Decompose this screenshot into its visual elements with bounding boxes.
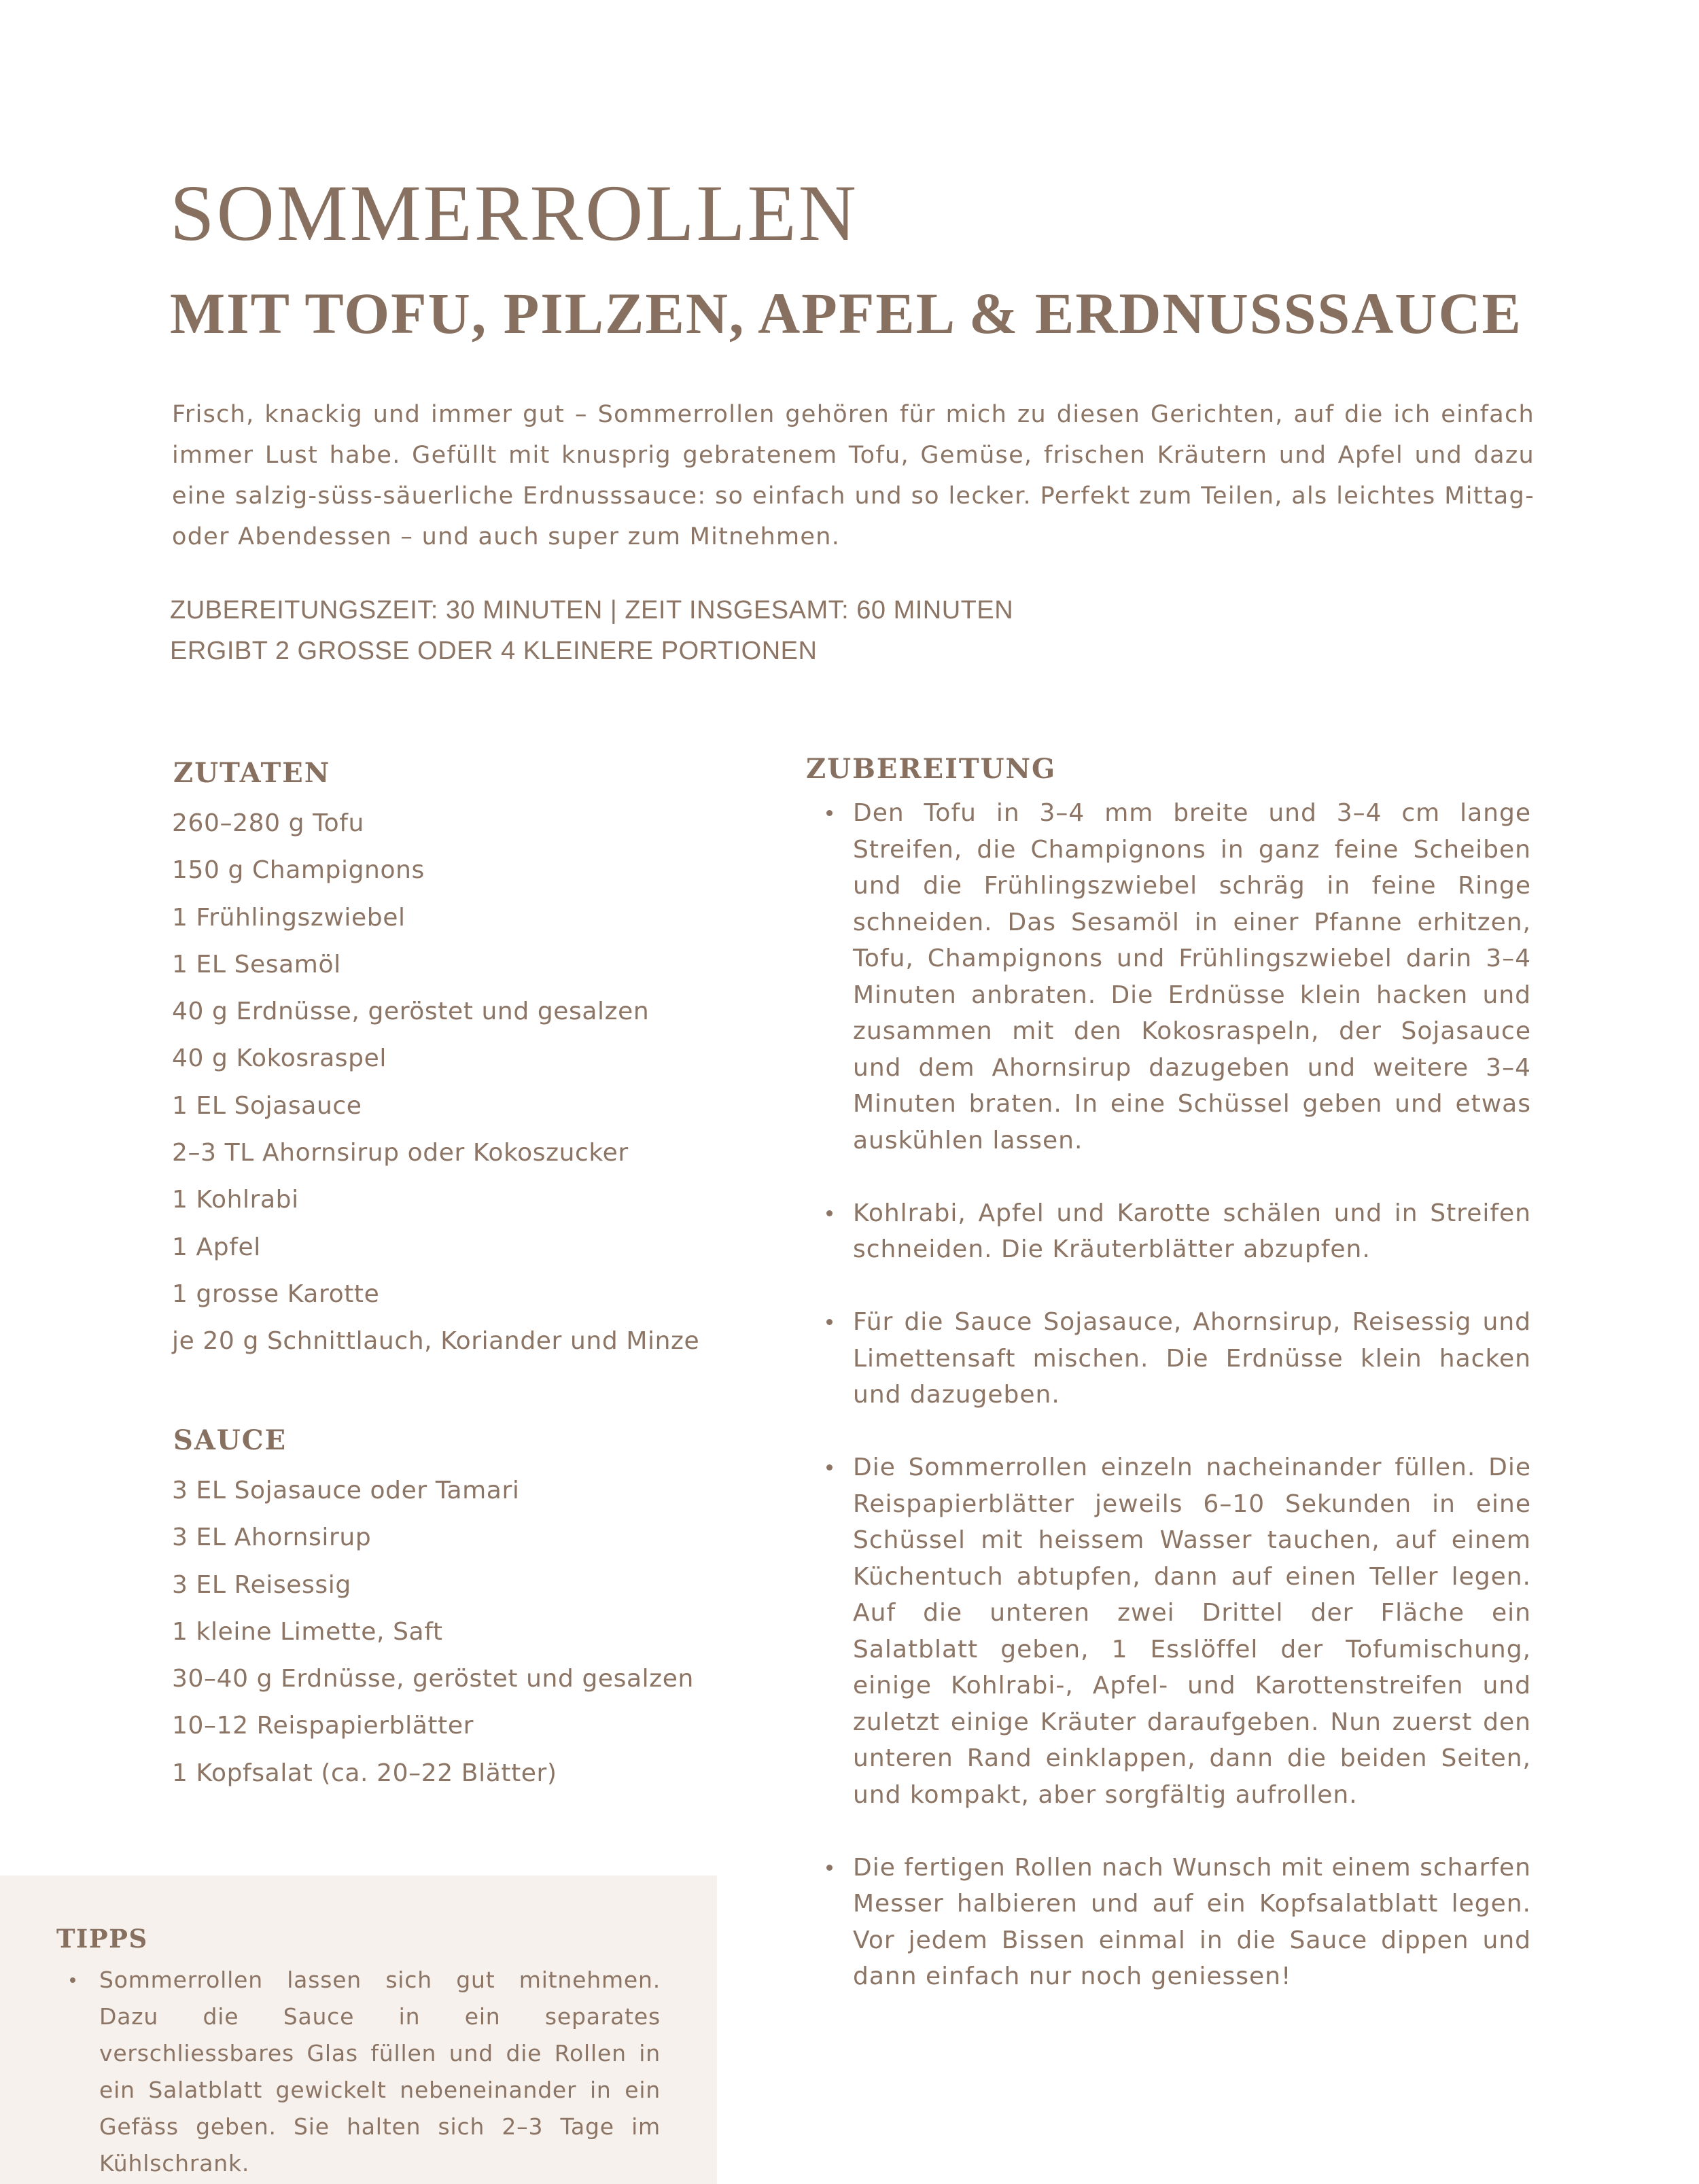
recipe-intro: Frisch, knackig und immer gut – Sommerrollen gehören für mich zu diesen Gerichten, auf die ich einfach immer Lust habe. Gefüllt mit knusprig gebratenem Tofu, Gemüse, frischen Kräutern und Apfel und dazu eine salzig-süss-säuerliche Erdnusssauce: so einfach und so lecker. Perfekt zum Teilen, als leichtes Mittag- oder Abendessen – und auch super zum Mitnehmen. [172,401,1535,550]
ingredient-item: 1 EL Sesamöl [172,950,341,979]
sauce-item: 30–40 g Erdnüsse, geröstet und gesalzen [172,1665,694,1693]
preparation-steps [853,795,1531,2031]
sauce-item: 3 EL Sojasauce oder Tamari [172,1477,520,1504]
ingredient-item: 40 g Kokosraspel [172,1044,387,1073]
preparation-step: Die Sommerrollen einzeln nacheinander füllen. Die Reispapierblätter jeweils 6–10 Sekunden in eine Schüssel mit heissem Wasser tauchen, auf einem Küchentuch abtupfen, dann auf einen Teller legen. Auf die unteren zwei Drittel der Fläche ein Salatblatt geben, 1 Esslöffel der Tofumischung, einige Kohlrabi-, Apfel- und Karottenstreifen und zuletzt einige Kräuter daraufgeben. Nun zuerst den unteren Rand einklappen, dann die beiden Seiten, und kompakt, aber sorgfältig aufrollen. [853,1449,1531,1813]
preparation-heading: ZUBEREITUNG [806,753,1057,785]
ingredient-item: 40 g Erdnüsse, geröstet und gesalzen [172,998,650,1026]
ingredient-item: 1 grosse Karotte [172,1280,380,1308]
sauce-item: 3 EL Reisessig [172,1570,351,1599]
sauce-item: 1 kleine Limette, Saft [172,1617,443,1646]
ingredient-item: 1 Frühlingszwiebel [172,903,406,932]
ingredient-item: 1 Apfel [172,1233,261,1261]
preparation-step: Den Tofu in 3–4 mm breite und 3–4 cm lange Streifen, die Champignons in ganz feine Scheiben und die Frühlingszwiebel schräg in feine Ringe schneiden. Das Sesamöl in einer Pfanne erhitzen, Tofu, Champignons und Frühlingszwiebel darin 3–4 Minuten anbraten. Die Erdnüsse klein hacken und zusammen mit den Kokosraspeln, der Sojasauce und dem Ahornsirup dazugeben und weitere 3–4 Minuten braten. In eine Schüssel geben und etwas auskühlen lassen. [853,795,1531,1159]
ingredient-item: 260–280 g Tofu [172,809,364,837]
tip-item: Sommerrollen lassen sich gut mitnehmen. Dazu die Sauce in ein separates verschliessbares Glas füllen und die Rollen in ein Salatblatt gewickelt nebeneinander in ein Gefäss geben. Sie halten sich 2–3 Tage im Kühlschrank. [99,1962,661,2182]
ingredient-item: 150 g Champignons [172,856,425,885]
ingredient-item: 2–3 TL Ahornsirup oder Kokoszucker [172,1139,629,1167]
preparation-time: ZUBEREITUNGSZEIT: 30 MINUTEN | ZEIT INSGESAMT: 60 MINUTEN [170,596,1014,624]
servings: ERGIBT 2 GROSSE ODER 4 KLEINERE PORTIONEN [170,637,818,665]
preparation-step: Kohlrabi, Apfel und Karotte schälen und in Streifen schneiden. Die Kräuterblätter abzupfen. [853,1195,1531,1268]
ingredient-item: je 20 g Schnittlauch, Koriander und Minze [172,1327,700,1356]
ingredient-item: 1 Kohlrabi [172,1186,299,1214]
preparation-step: Die fertigen Rollen nach Wunsch mit einem scharfen Messer halbieren und auf ein Kopfsalatblatt legen. Vor jedem Bissen einmal in die Sauce dippen und dann einfach nur noch geniessen! [853,1850,1531,1995]
sauce-list [172,1467,694,1797]
ingredients-heading: ZUTATEN [173,757,331,789]
recipe-title: SOMMERROLLEN [170,169,858,258]
preparation-step: Für die Sauce Sojasauce, Ahornsirup, Reisessig und Limettensaft mischen. Die Erdnüsse klein hacken und dazugeben. [853,1304,1531,1413]
recipe-meta [170,590,1013,671]
tips-heading: TIPPS [56,1924,148,1954]
sauce-item: 3 EL Ahornsirup [172,1523,372,1552]
sauce-item: 10–12 Reispapierblätter [172,1712,474,1740]
ingredients-list [172,800,699,1365]
sauce-item: 1 Kopfsalat (ca. 20–22 Blätter) [172,1759,557,1787]
recipe-subtitle: MIT TOFU, PILZEN, APFEL & ERDNUSSSAUCE [170,281,1522,346]
sauce-heading: SAUCE [173,1424,287,1456]
ingredient-item: 1 EL Sojasauce [172,1091,362,1120]
tips-box [0,1875,717,2184]
tips-list [99,1962,661,2182]
